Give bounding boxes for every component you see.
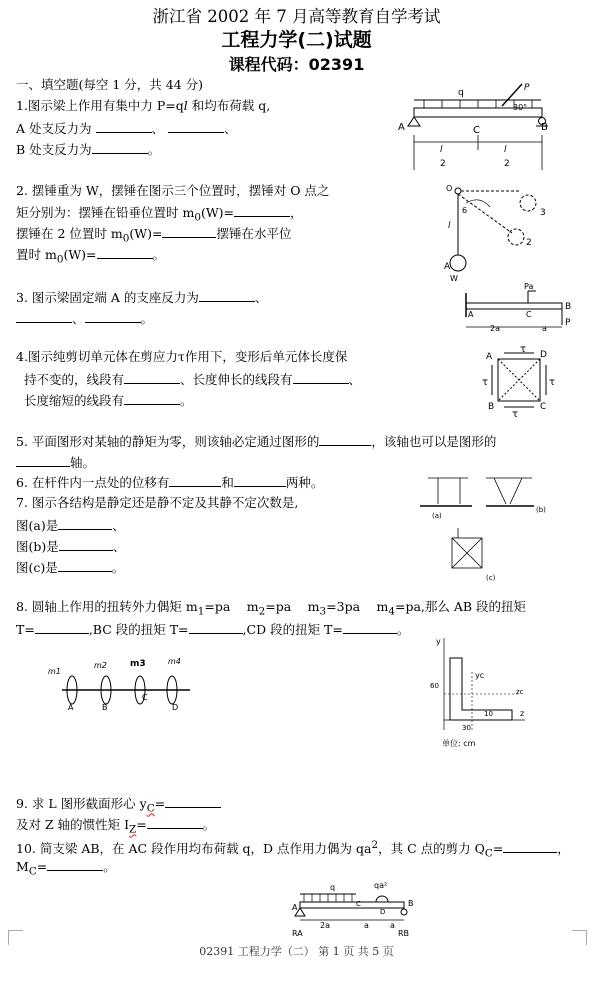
svg-text:RA: RA: [292, 929, 303, 938]
answer-blank[interactable]: [92, 142, 148, 154]
q7-a: 图(a)是 、: [16, 518, 125, 533]
svg-text:τ: τ: [520, 344, 527, 355]
answer-blank[interactable]: [58, 518, 112, 530]
svg-text:a: a: [542, 324, 547, 333]
svg-text:a: a: [364, 921, 369, 930]
svg-text:P: P: [524, 83, 530, 93]
answer-blank[interactable]: [293, 372, 349, 384]
answer-blank[interactable]: [85, 311, 141, 323]
svg-text:C: C: [540, 402, 547, 412]
answer-blank[interactable]: [97, 247, 153, 259]
q2-pendulum-figure: [440, 183, 550, 283]
svg-text:D: D: [380, 908, 386, 916]
q1-line2: A 处支反力为 、 、: [16, 121, 237, 136]
svg-text:B: B: [565, 302, 572, 312]
q7-structures-figure: [410, 472, 560, 584]
q4-line2: 持不变的，线段有 、长度伸长的线段有 、: [24, 372, 362, 387]
svg-text:zc: zc: [516, 688, 524, 696]
svg-text:B: B: [488, 402, 495, 412]
answer-blank[interactable]: [234, 205, 290, 217]
svg-text:l: l: [440, 145, 443, 155]
svg-text:A: A: [68, 703, 74, 712]
svg-text:C: C: [526, 310, 532, 319]
answer-blank[interactable]: [343, 622, 397, 634]
answer-blank[interactable]: [124, 393, 180, 405]
svg-text:m4: m4: [168, 657, 181, 666]
svg-text:τ: τ: [549, 377, 556, 388]
svg-text:q: q: [458, 88, 464, 98]
q8-shaft-figure: [44, 652, 194, 712]
svg-text:6: 6: [462, 206, 468, 215]
svg-text:Pa: Pa: [524, 282, 534, 291]
svg-text:2a: 2a: [320, 921, 330, 930]
q8-line1: 8. 圆轴上作用的扭转外力偶矩 $m_1=pa$ $m_2=pa$ $m_3=3pa$ $m_4=pa$,那么 AB 段的扭矩: [16, 599, 527, 618]
answer-blank[interactable]: [168, 121, 224, 133]
svg-text:(b): (b): [536, 506, 546, 514]
svg-text:y: y: [436, 637, 441, 646]
svg-text:(a): (a): [432, 512, 442, 520]
svg-text:B: B: [408, 899, 414, 908]
answer-blank[interactable]: [16, 455, 70, 467]
q4-line3: 长度缩短的线段有 。: [24, 393, 193, 408]
svg-text:A: A: [398, 122, 405, 133]
svg-text:30°: 30°: [513, 103, 528, 112]
subject-title: 工程力学(二)试题: [221, 29, 372, 51]
svg-text:60: 60: [430, 682, 439, 690]
svg-text:O: O: [446, 184, 453, 193]
svg-text:10: 10: [484, 710, 493, 718]
svg-text:2: 2: [526, 238, 532, 248]
svg-text:A: A: [444, 262, 451, 272]
q3-line2: 、 。: [16, 311, 153, 326]
q10-beam-figure: [290, 880, 420, 940]
q2-line2: 矩分别为：摆锤在铅垂位置时 $m_0(W)=$ ，: [16, 205, 303, 224]
answer-blank[interactable]: [189, 622, 243, 634]
svg-text:yc: yc: [475, 671, 485, 680]
q9-line2: 及对 Z 轴的惯性矩 $I_Z=$ 。: [16, 817, 216, 836]
q2-line3: 摆锤在 2 位置时 $m_0(W)=$ 摆锤在水平位: [16, 226, 292, 245]
answer-blank[interactable]: [199, 290, 255, 302]
q1-line1: 1.图示梁上作用有集中力 P=ql 和均布荷载 q,: [16, 98, 271, 113]
svg-text:B: B: [102, 703, 108, 712]
svg-text:2: 2: [440, 159, 446, 169]
svg-text:m3: m3: [130, 659, 146, 669]
svg-text:m2: m2: [94, 661, 107, 670]
q2-line1: 2. 摆锤重为 W，摆锤在图示三个位置时，摆锤对 O 点之: [16, 183, 330, 198]
svg-text:2a: 2a: [490, 324, 500, 333]
svg-text:2: 2: [504, 159, 510, 169]
svg-text:B: B: [541, 122, 548, 133]
svg-text:C: C: [356, 900, 361, 908]
answer-blank[interactable]: [124, 372, 180, 384]
q5-line2: 轴。: [16, 455, 95, 470]
q7-c: 图(c)是 。: [16, 560, 125, 575]
answer-blank[interactable]: [58, 560, 112, 572]
svg-text:P: P: [565, 318, 571, 328]
q6-line1: 6. 在杆件内一点处的位移有 和 两种。: [16, 475, 324, 490]
answer-blank[interactable]: [16, 311, 72, 323]
course-code: 课程代码：02391: [228, 55, 365, 74]
q4-line1: 4.图示纯剪切单元体在剪应力τ作用下，变形后单元体长度保: [16, 349, 348, 364]
page-footer: 02391 工程力学（二） 第 1 页 共 5 页: [199, 945, 394, 958]
svg-text:C: C: [473, 125, 480, 136]
svg-text:qa²: qa²: [374, 881, 388, 890]
svg-text:τ: τ: [482, 377, 489, 388]
svg-text:m1: m1: [48, 667, 61, 676]
answer-blank[interactable]: [47, 859, 103, 871]
svg-text:q: q: [330, 883, 336, 892]
q10-line2: $M_C=$ 。: [16, 859, 116, 878]
answer-blank[interactable]: [147, 817, 203, 829]
q7-line1: 7. 图示各结构是静定还是静不定及其静不定次数是,: [16, 495, 299, 510]
q3-cantilever-figure: [458, 283, 578, 333]
svg-text:单位: cm: 单位: cm: [442, 739, 476, 748]
svg-text:C: C: [142, 693, 148, 702]
q9-line1: 9. 求 L 图形截面形心 $y_C=$: [16, 796, 221, 816]
svg-text:A: A: [292, 903, 298, 912]
svg-text:a: a: [390, 921, 395, 930]
svg-text:l: l: [504, 145, 507, 155]
section-heading: 一、填空题(每空 1 分，共 44 分): [16, 77, 204, 92]
svg-text:3: 3: [540, 208, 546, 218]
q1-beam-figure: [396, 80, 556, 175]
q4-shear-element-figure: [482, 343, 562, 418]
svg-text:l: l: [448, 221, 451, 231]
svg-text:D: D: [172, 703, 179, 712]
svg-text:D: D: [540, 350, 547, 360]
answer-blank[interactable]: [96, 121, 152, 133]
answer-blank[interactable]: [35, 622, 89, 634]
svg-text:τ: τ: [512, 409, 519, 420]
crop-mark: [572, 930, 587, 945]
svg-text:A: A: [468, 310, 474, 319]
answer-blank[interactable]: [234, 475, 286, 487]
answer-blank[interactable]: [503, 841, 557, 853]
answer-blank[interactable]: [169, 475, 221, 487]
q3-line1: 3. 图示梁固定端 A 的支座反力为 、: [16, 290, 268, 305]
answer-blank[interactable]: [59, 539, 113, 551]
answer-blank[interactable]: [319, 434, 371, 446]
crop-mark: [8, 930, 23, 945]
svg-text:(c): (c): [486, 574, 496, 582]
exam-title: 浙江省 2002 年 7 月高等教育自学考试: [152, 7, 441, 26]
q7-b: 图(b)是 、: [16, 539, 126, 554]
q9-l-section-figure: [420, 634, 530, 749]
svg-text:RB: RB: [398, 929, 410, 938]
q1-line3: B 处支反力为 。: [16, 142, 161, 157]
q5-line1: 5. 平面图形对某轴的静矩为零，则该轴必定通过图形的 ，该轴也可以是图形的: [16, 434, 497, 449]
answer-blank[interactable]: [162, 226, 216, 238]
answer-blank[interactable]: [165, 796, 221, 808]
svg-text:A: A: [486, 352, 493, 362]
svg-text:30: 30: [462, 724, 471, 732]
q8-line2: T= ,BC 段的扭矩 T= ,CD 段的扭矩 T= 。: [16, 622, 410, 637]
svg-text:z: z: [520, 709, 525, 718]
q10-line1: 10. 简支梁 AB，在 AC 段作用均布荷载 q，D 点作用力偶为 $qa^2$，其 C 点的剪力 $Q_C=$ ，: [16, 839, 570, 860]
q2-line4: 置时 $m_0(W)=$ 。: [16, 247, 166, 266]
svg-text:W: W: [450, 274, 458, 283]
